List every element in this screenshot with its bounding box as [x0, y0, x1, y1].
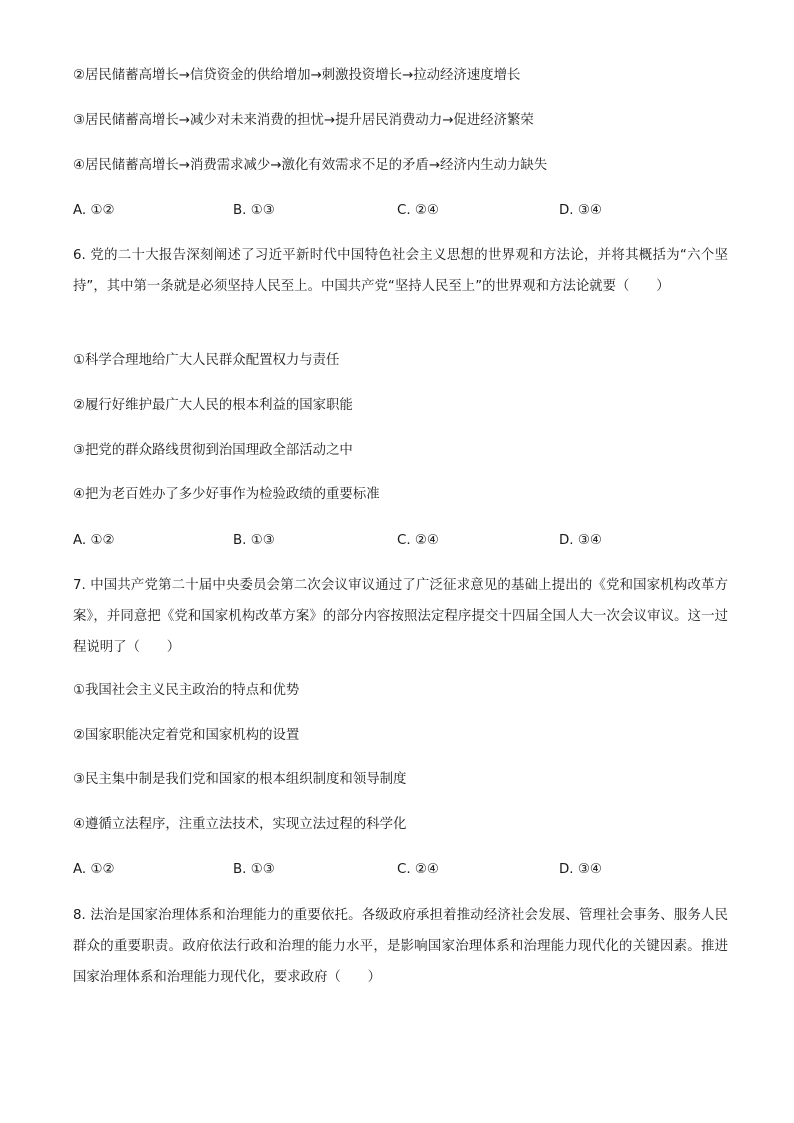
q6-option-c[interactable]: C. ②④: [397, 533, 439, 548]
q6-option-d[interactable]: D. ③④: [559, 533, 602, 548]
q6-item-1: ①科学合理地给广大人民群众配置权力与责任: [73, 353, 340, 368]
q6-option-a[interactable]: A. ①②: [73, 533, 115, 548]
q7-option-b[interactable]: B. ①③: [233, 862, 275, 877]
q6-item-2: ②履行好维护最广大人民的根本利益的国家职能: [73, 398, 353, 413]
q5-option-a[interactable]: A. ①②: [73, 203, 115, 218]
q5-option-b[interactable]: B. ①③: [233, 203, 275, 218]
q6-item-3: ③把党的群众路线贯彻到治国理政全部活动之中: [73, 443, 353, 458]
q5-item-4: ④居民储蓄高增长→消费需求减少→激化有效需求不足的矛盾→经济内生动力缺失: [73, 158, 548, 173]
q6-item-4: ④把为老百姓办了多少好事作为检验政绩的重要标准: [73, 487, 380, 502]
q7-item-3: ③民主集中制是我们党和国家的根本组织制度和领导制度: [73, 772, 407, 787]
q7-item-1: ①我国社会主义民主政治的特点和优势: [73, 683, 300, 698]
q5-option-d[interactable]: D. ③④: [559, 203, 602, 218]
q7-item-4: ④遵循立法程序，注重立法技术，实现立法过程的科学化: [73, 817, 407, 832]
q5-item-2: ②居民储蓄高增长→信贷资金的供给增加→刺激投资增长→拉动经济速度增长: [73, 68, 521, 83]
q7-item-2: ②国家职能决定着党和国家机构的设置: [73, 728, 300, 743]
q6-stem: 6. 党的二十大报告深刻阐述了习近平新时代中国特色社会主义思想的世界观和方法论，并将其概括为“六个坚持”，其中第一条就是必须坚持人民至上。中国共产党“坚持人民至上”的世界观和方法论就要（ ）: [73, 248, 728, 294]
q5-item-3: ③居民储蓄高增长→减少对未来消费的担忧→提升居民消费动力→促进经济繁荣: [73, 113, 534, 128]
q7-options: [73, 862, 713, 878]
q7-option-a[interactable]: A. ①②: [73, 862, 115, 877]
q5-option-c[interactable]: C. ②④: [397, 203, 439, 218]
q5-options: [73, 203, 713, 219]
q6-option-b[interactable]: B. ①③: [233, 533, 275, 548]
q6-options: [73, 533, 713, 549]
q7-stem: 7. 中国共产党第二十届中央委员会第二次会议审议通过了广泛征求意见的基础上提出的《党和国家机构改革方案》，并同意把《党和国家机构改革方案》的部分内容按照法定程序提交十四届全国人大一次会议审议。这一过程说明了（ ）: [73, 578, 728, 655]
q8-stem: 8. 法治是国家治理体系和治理能力的重要依托。各级政府承担着推动经济社会发展、管理社会事务、服务人民群众的重要职责。政府依法行政和治理的能力水平，是影响国家治理体系和治理能力现代化的关键因素。推进国家治理体系和治理能力现代化，要求政府（ ）: [73, 908, 728, 985]
q7-option-d[interactable]: D. ③④: [559, 862, 602, 877]
q7-option-c[interactable]: C. ②④: [397, 862, 439, 877]
